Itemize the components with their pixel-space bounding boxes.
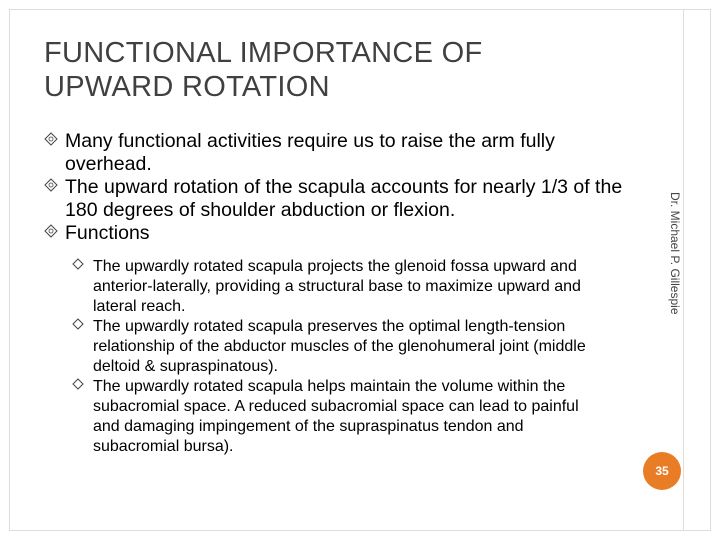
title-line-2: UPWARD ROTATION [44, 71, 330, 103]
sub-bullet-item [72, 377, 602, 457]
side-author-text: Dr. Michael P. Gillespie [668, 192, 682, 315]
page-number: 35 [655, 464, 669, 478]
sub-bullet-item [72, 257, 602, 317]
bullet-item [44, 222, 624, 245]
bullet-icon [44, 224, 58, 238]
bullet-text: Functions [65, 222, 150, 244]
sub-bullet-text: The upwardly rotated scapula preserves the optimal length-tension relationship of the abductor muscles of the glenohumeral joint (middle deltoid & supraspinatous). [93, 318, 586, 375]
sub-bullet-list [72, 257, 602, 457]
side-author [668, 192, 696, 322]
sub-bullet-icon [72, 318, 84, 330]
sub-bullet-text: The upwardly rotated scapula helps maintain the volume within the subacromial space. A reduced subacromial space can lead to painful and damaging impingement of the supraspinatus tendon and subacromial bursa). [93, 378, 579, 455]
bullet-text: The upward rotation of the scapula accounts for nearly 1/3 of the 180 degrees of shoulder abduction or flexion. [65, 176, 623, 221]
sub-bullet-icon [72, 258, 84, 270]
title-line-1: FUNCTIONAL IMPORTANCE OF [44, 37, 483, 69]
slide-content [44, 130, 624, 457]
bullet-item [44, 176, 624, 222]
slide-title [44, 36, 482, 104]
page-number-badge [643, 452, 681, 490]
bullet-icon [44, 178, 58, 192]
bullet-text: Many functional activities require us to raise the arm fully overhead. [65, 130, 555, 175]
sub-bullet-item [72, 317, 602, 377]
bullet-item [44, 130, 624, 176]
sub-bullet-icon [72, 378, 84, 390]
bullet-icon [44, 132, 58, 146]
sub-bullet-text: The upwardly rotated scapula projects the glenoid fossa upward and anterior-laterally, providing a structural base to maximize upward and lateral reach. [93, 258, 581, 315]
